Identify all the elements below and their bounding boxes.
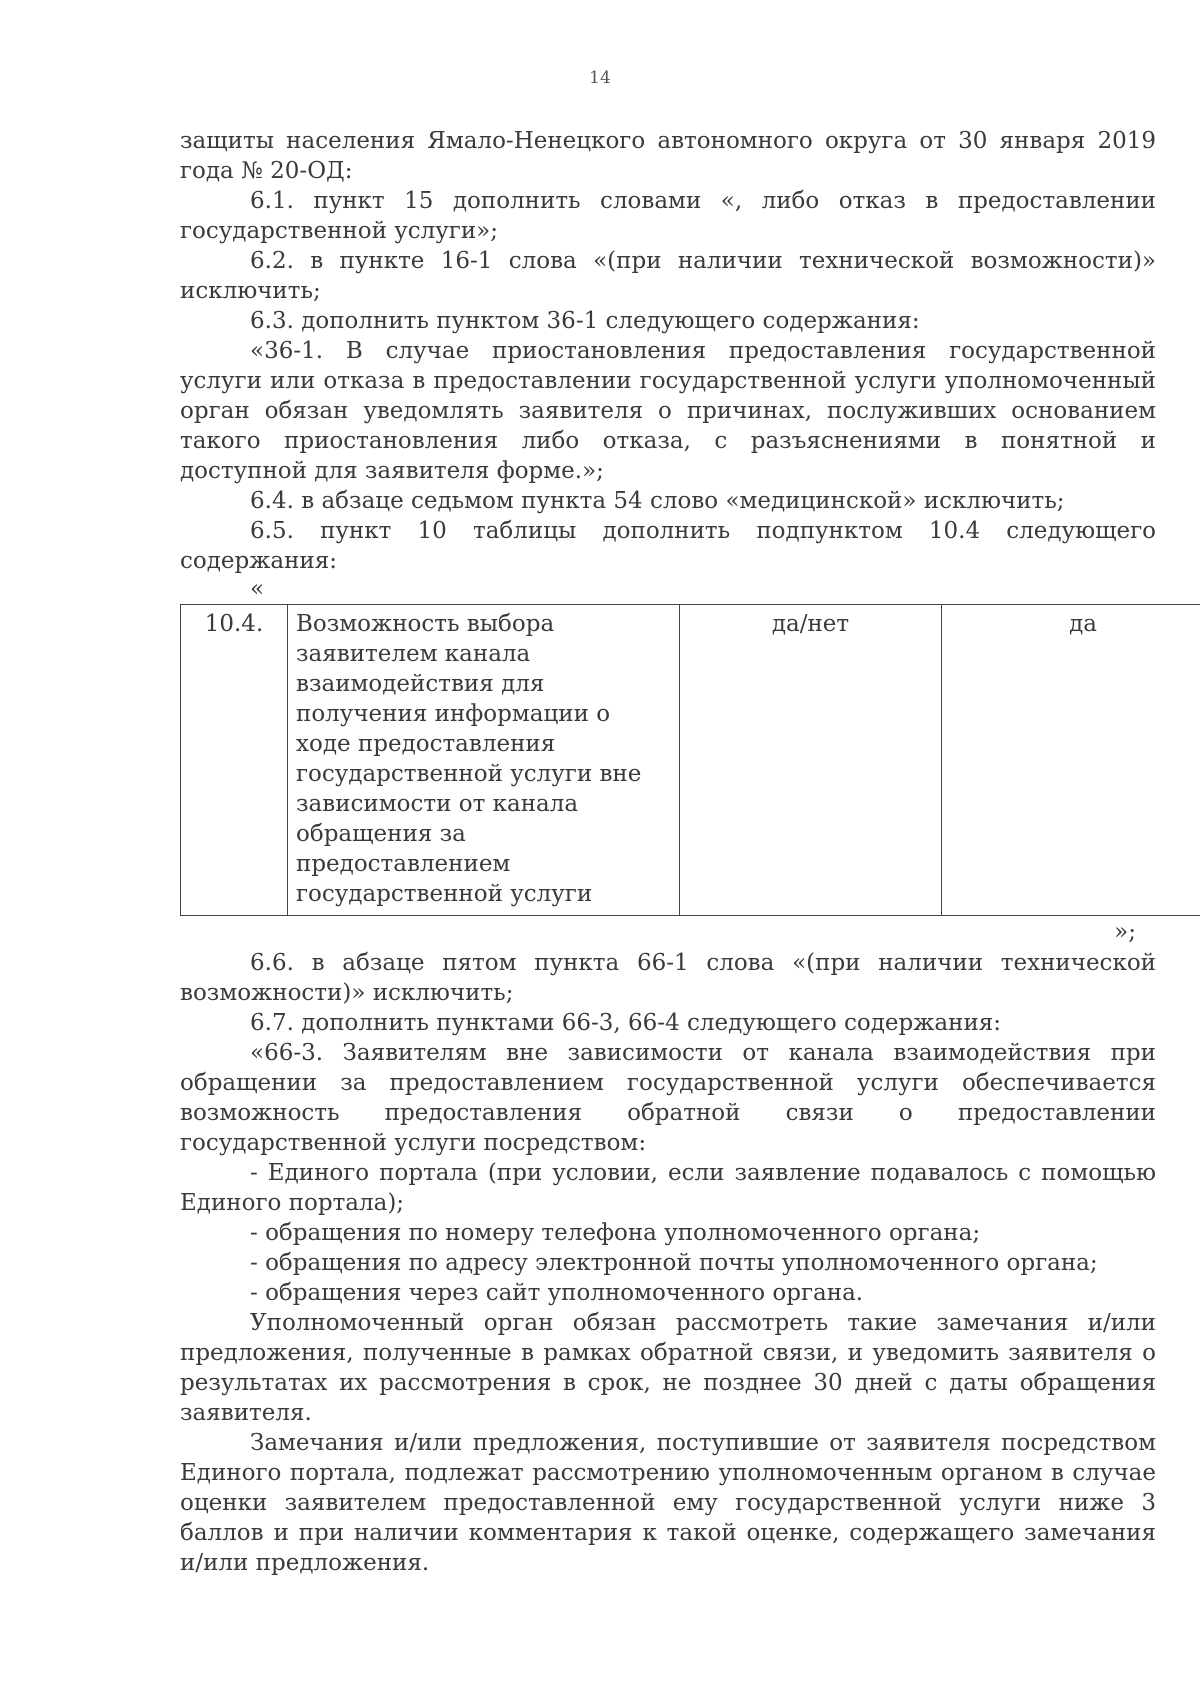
paragraph: 6.5. пункт 10 таблицы дополнить подпунктом 10.4 следующего содержания: (180, 518, 1156, 574)
paragraph: 6.7. дополнить пунктами 66-3, 66-4 следующего содержания: (250, 1010, 1002, 1036)
table-close-quote: »; (1114, 919, 1136, 945)
paragraph: - Единого портала (при условии, если заявление подавалось с помощью Единого портала); (180, 1160, 1156, 1216)
row-value-cell: да (942, 605, 1200, 916)
table-open-quote: « (250, 576, 265, 602)
paragraph: 6.4. в абзаце седьмом пункта 54 слово «медицинской» исключить; (250, 488, 1065, 514)
row-unit-cell: да/нет (680, 605, 942, 916)
page-number: 14 (589, 68, 611, 88)
paragraph: 6.3. дополнить пунктом 36-1 следующего содержания: (250, 308, 920, 334)
table-row (181, 605, 1200, 916)
paragraphs-after-table (180, 948, 1156, 1578)
paragraph: 6.2. в пункте 16-1 слова «(при наличии технической возможности)» исключить; (180, 248, 1156, 304)
paragraph: - обращения по адресу электронной почты уполномоченного органа; (250, 1250, 1098, 1276)
row-number-cell: 10.4. (181, 605, 288, 916)
paragraph: - обращения по номеру телефона уполномоченного органа; (250, 1220, 981, 1246)
paragraph: - обращения через сайт уполномоченного органа. (250, 1280, 864, 1306)
paragraph: Уполномоченный орган обязан рассмотреть такие замечания и/или предложения, полученные в рамках обратной связи, и уведомить заявителя о результатах их рассмотрения в срок, не позднее 30 дней с даты обращения заявителя. (180, 1310, 1156, 1426)
paragraph: «66-3. Заявителям вне зависимости от канала взаимодействия при обращении за предоставлением государственной услуги обеспечивается возможность предоставления обратной связи о предоставлении государственной услуги посредством: (180, 1040, 1156, 1156)
paragraphs-before-table (180, 126, 1156, 576)
paragraph: 6.6. в абзаце пятом пункта 66-1 слова «(при наличии технической возможности)» исключить; (180, 950, 1156, 1006)
paragraph: «36-1. В случае приостановления предоставления государственной услуги или отказа в предоставлении государственной услуги уполномоченный орган обязан уведомлять заявителя о причинах, послуживших основанием такого приостановления либо отказа, с разъяснениями в понятной и доступной для заявителя форме.»; (180, 338, 1156, 484)
paragraph: защиты населения Ямало-Ненецкого автономного округа от 30 января 2019 года № 20-ОД: (180, 128, 1156, 184)
row-name-cell: Возможность выбора заявителем канала взаимодействия для получения информации о ходе предоставления государственной услуги вне зависимости от канала обращения за предоставлением государственной услуги (288, 605, 680, 916)
paragraph: Замечания и/или предложения, поступившие от заявителя посредством Единого портала, подлежат рассмотрению уполномоченным органом в случае оценки заявителем предоставленной ему государственной услуги ниже 3 баллов и при наличии комментария к такой оценке, содержащего замечания и/или предложения. (180, 1430, 1156, 1576)
paragraph: 6.1. пункт 15 дополнить словами «, либо отказ в предоставлении государственной услуги»; (180, 188, 1156, 244)
inserted-table (180, 604, 1200, 916)
document-body (180, 126, 1156, 1578)
